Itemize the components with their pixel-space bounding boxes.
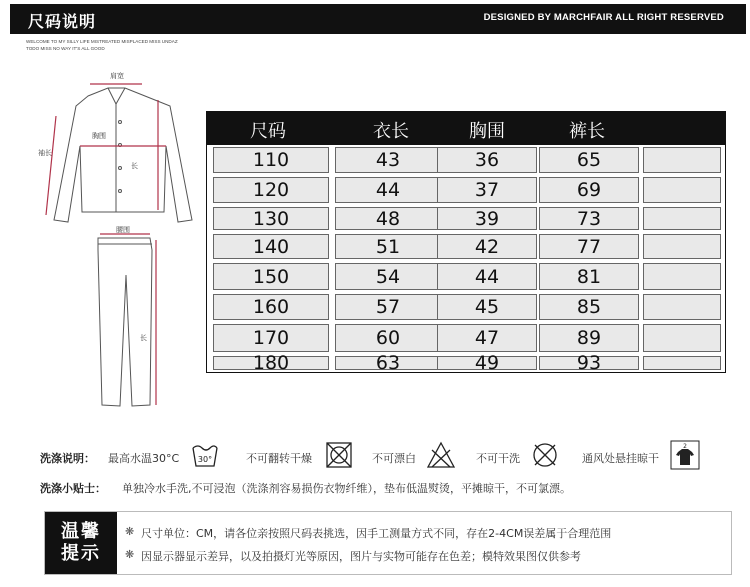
notice-line-2-text: 因显示器显示差异，以及拍摄灯光等原因，图片与实物可能存在色差；模特效果图仅供参考 [141,550,581,563]
table-cell-text: 150 [252,265,290,288]
header-chest: 胸围 [469,121,505,142]
header-size: 尺码 [250,121,286,142]
table-cell [437,234,537,259]
bullet-icon: ❋ [125,548,135,561]
table-cell-text: 57 [375,296,401,318]
garment-diagram [0,60,210,430]
table-cell-text: 130 [252,207,290,230]
table-cell-text: 69 [576,179,602,201]
table-cell [213,294,329,320]
table-cell [643,207,721,230]
table-cell [335,234,441,259]
table-cell [539,263,639,290]
table-cell-text: 180 [252,352,290,374]
table-cell [539,177,639,203]
table-row [207,205,725,232]
table-cell-text: 44 [474,265,500,288]
table-cell-text: 73 [576,207,602,230]
page-title: 尺码说明 [28,12,97,31]
table-cell-text: 160 [252,296,290,318]
table-cell [437,177,537,203]
table-cell [213,352,329,374]
welcome-line-1: WELCOME TO MY SILLY LIFE MISTREATED MISPLACED MISS UNDAZ [26,39,178,44]
table-cell-text: 63 [375,352,401,374]
notice-title-line-2: 提示 [61,543,101,564]
table-cell-text: 77 [576,235,602,258]
table-cell-text: 49 [474,352,500,374]
table-cell [539,324,639,352]
table-cell [643,147,721,173]
table-cell [335,177,441,203]
table-cell [643,356,721,370]
table-cell-text: 89 [576,327,602,349]
wash-text-temp: 最高水温30°C [108,452,180,465]
wash-text-hang: 通风处悬挂晾干 [582,452,659,465]
header-pant-length: 裤长 [569,121,605,142]
table-row [207,261,725,292]
table-cell [643,234,721,259]
table-cell [335,263,441,290]
table-cell [437,352,537,374]
label-pant-length: 长 [140,334,147,342]
wash-30-icon [190,440,220,470]
welcome-text [26,38,178,52]
table-cell-text: 47 [474,327,500,349]
table-cell [213,234,329,259]
table-cell-text: 65 [576,149,602,171]
table-cell-text: 140 [252,235,290,258]
table-cell [643,177,721,203]
table-cell [437,147,537,173]
no-bleach-icon [426,440,456,470]
table-cell [643,324,721,352]
table-cell-text: 93 [576,352,602,374]
wash-tips [40,478,740,498]
label-shoulder: 肩宽 [110,72,124,80]
table-cell-text: 45 [474,296,500,318]
table-cell-text: 170 [252,327,290,349]
table-cell-text: 85 [576,296,602,318]
wash-text-tumble: 不可翻转干燥 [246,452,312,465]
label-waist: 腰围 [116,226,130,234]
table-cell [437,263,537,290]
table-cell [335,324,441,352]
table-cell-text: 36 [474,149,500,171]
table-cell-text: 39 [474,207,500,230]
table-cell [213,177,329,203]
table-cell [539,147,639,173]
table-cell [213,263,329,290]
tips-text: 单独冷水手洗,不可浸泡（洗涤剂容易损伤衣物纤维），垫布低温熨烫，平摊晾干，不可氯漂。 [122,482,571,495]
wash-30-icon-text: 30° [197,455,213,464]
table-cell-text: 43 [375,149,401,171]
wash-instructions [40,440,740,474]
no-dry-clean-icon [530,440,560,470]
table-cell [335,294,441,320]
table-cell [643,263,721,290]
table-cell [643,294,721,320]
table-cell [539,352,639,374]
table-cell [213,324,329,352]
notice-line-1-text: 尺寸单位：CM，请各位亲按照尺码表挑选，因手工测量方式不同，存在2-4CM误差属于合理范围 [141,527,612,540]
hang-dry-icon [670,440,700,470]
size-table [206,111,726,373]
table-cell [213,207,329,230]
table-cell-text: 81 [576,265,602,288]
table-row [207,354,725,372]
notice-line-1 [125,525,612,541]
wash-text-dryclean: 不可干洗 [476,452,520,465]
table-cell-text: 37 [474,179,500,201]
bullet-icon: ❋ [125,525,135,538]
label-body-length: 长 [131,162,138,170]
notice-line-2 [125,548,581,564]
label-sleeve: 袖长 [38,149,52,157]
table-cell [539,207,639,230]
table-row [207,232,725,261]
welcome-line-2: TODO MISS NO WAY IT'S ALL GOOD [26,46,105,51]
table-cell [213,147,329,173]
table-cell-text: 51 [375,235,401,258]
table-cell-text: 120 [252,179,290,201]
notice-title [45,512,117,574]
table-row [207,322,725,354]
brand-credit: DESIGNED BY MARCHFAIR ALL RIGHT RESERVED [483,12,724,23]
table-cell-text: 48 [375,207,401,230]
table-cell [539,294,639,320]
notice-box [44,511,732,575]
tips-label: 洗涤小贴士： [40,482,106,495]
header-top-length: 衣长 [373,121,409,142]
table-header [207,112,725,145]
table-cell-text: 60 [375,327,401,349]
table-cell [437,324,537,352]
no-tumble-dry-icon [324,440,354,470]
table-cell [539,234,639,259]
table-cell [437,207,537,230]
wash-label: 洗涤说明： [40,452,95,465]
notice-title-line-1: 温馨 [61,521,101,542]
table-cell-text: 54 [375,265,401,288]
table-cell [335,147,441,173]
table-cell-text: 44 [375,179,401,201]
table-cell-text: 42 [474,235,500,258]
wash-text-bleach: 不可漂白 [372,452,416,465]
label-chest: 胸围 [92,132,106,140]
hang-dry-icon-text: 2 [683,443,687,450]
table-cell [437,294,537,320]
table-row [207,175,725,205]
table-row [207,145,725,175]
table-cell [335,207,441,230]
table-cell-text: 110 [252,149,290,171]
header-bar [10,4,746,34]
table-row [207,292,725,322]
table-cell [335,352,441,374]
